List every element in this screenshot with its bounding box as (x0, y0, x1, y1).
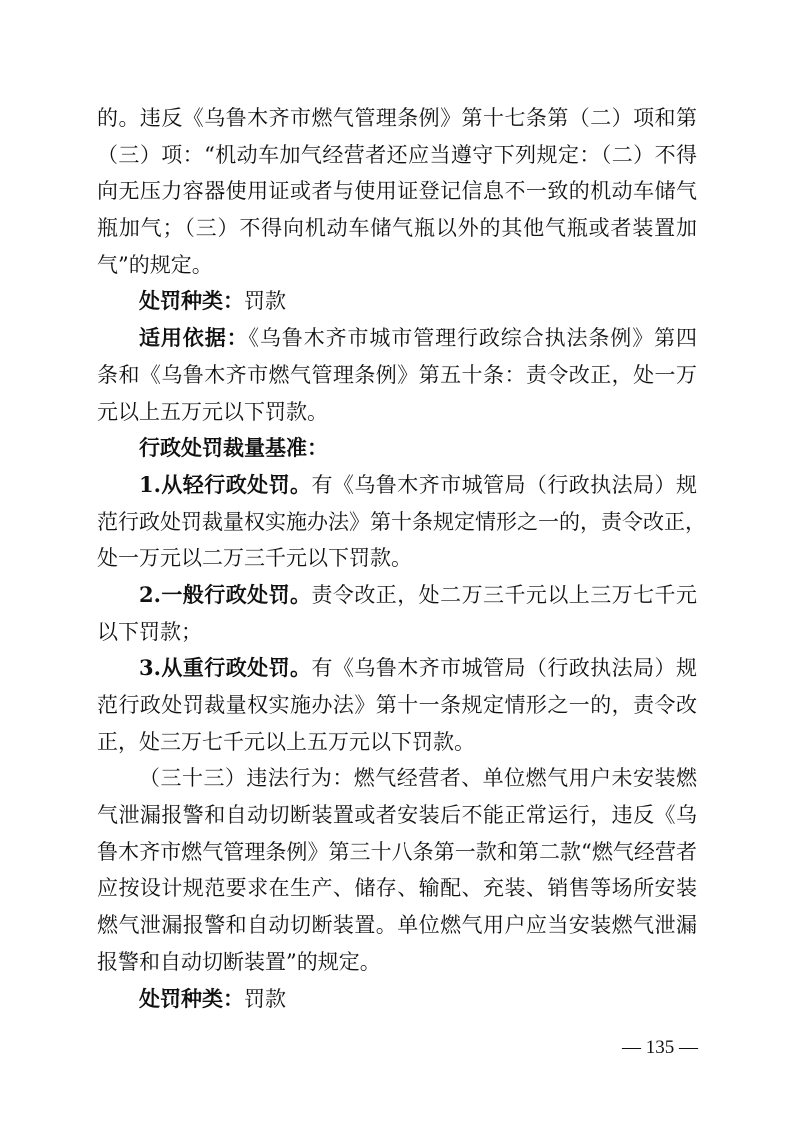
lenient-penalty-line (97, 467, 697, 504)
text-line: 应按设计规范要求在生产、储存、输配、充装、销售等场所安装 (97, 876, 697, 901)
text-line: 气泄漏报警和自动切断装置或者安装后不能正常运行，违反《乌 (97, 803, 697, 828)
discretion-standard-label: 行政处罚裁量基准： (139, 435, 328, 461)
text-line: 鲁木齐市燃气管理条例》第三十八条第一款和第二款“燃气经营者 (97, 839, 697, 864)
severe-penalty-label: 3.从重行政处罚。 (139, 655, 312, 681)
page-number: — 135 — (622, 1037, 698, 1058)
penalty-type-value: 罚款 (244, 289, 286, 314)
penalty-type-label: 处罚种类： (139, 288, 244, 314)
lenient-penalty-text: 有《乌鲁木齐市城管局（行政执法局）规 (311, 472, 697, 497)
text-line: 元以上五万元以下罚款。 (97, 399, 328, 424)
text-line: 范行政处罚裁量权实施办法》第十条规定情形之一的，责令改正， (97, 509, 706, 534)
text-line: 气”的规定。 (97, 252, 213, 277)
text-line: （三）项：“机动车加气经营者还应当遵守下列规定：（二）不得 (97, 142, 697, 167)
text-line: 报警和自动切断装置”的规定。 (97, 949, 381, 974)
text-line: 范行政处罚裁量权实施办法》第十一条规定情形之一的，责令改 (97, 693, 697, 717)
general-penalty-label: 2.一般行政处罚。 (139, 581, 312, 607)
penalty-type-line (97, 283, 697, 320)
general-penalty-line (97, 577, 697, 614)
text-line: 燃气泄漏报警和自动切断装置。单位燃气用户应当安装燃气泄漏 (97, 913, 697, 938)
lenient-penalty-label: 1.从轻行政处罚。 (139, 471, 312, 497)
penalty-type-line (97, 981, 697, 1018)
violation-33-line: （三十三）违法行为：燃气经营者、单位燃气用户未安装燃 (139, 766, 697, 791)
general-penalty-text: 责令改正，处二万三千元以上三万七千元 (311, 582, 697, 607)
text-line: 以下罚款； (97, 619, 202, 644)
text-line: 正，处三万七千元以上五万元以下罚款。 (97, 729, 475, 754)
penalty-type-value: 罚款 (244, 986, 286, 1011)
severe-penalty-line (97, 650, 697, 687)
text-line: 条和《乌鲁木齐市燃气管理条例》第五十条：责令改正，处一万 (97, 362, 697, 387)
text-line: 瓶加气；（三）不得向机动车储气瓶以外的其他气瓶或者装置加 (97, 216, 697, 241)
text-line: 的。违反《乌鲁木齐市燃气管理条例》第十七条第（二）项和第 (97, 106, 697, 130)
discretion-standard-heading (97, 430, 697, 467)
text-line: 向无压力容器使用证或者与使用证登记信息不一致的机动车储气 (97, 179, 697, 204)
severe-penalty-text: 有《乌鲁木齐市城管局（行政执法局）规 (311, 656, 697, 681)
text-line: 处一万元以二万三千元以下罚款。 (97, 546, 412, 571)
legal-basis-text: 《乌鲁木齐市城市管理行政综合执法条例》第四 (248, 326, 697, 351)
legal-basis-line (97, 320, 697, 357)
legal-basis-label: 适用依据： (139, 325, 249, 351)
penalty-type-label: 处罚种类： (139, 985, 244, 1011)
body-text (97, 100, 706, 1017)
